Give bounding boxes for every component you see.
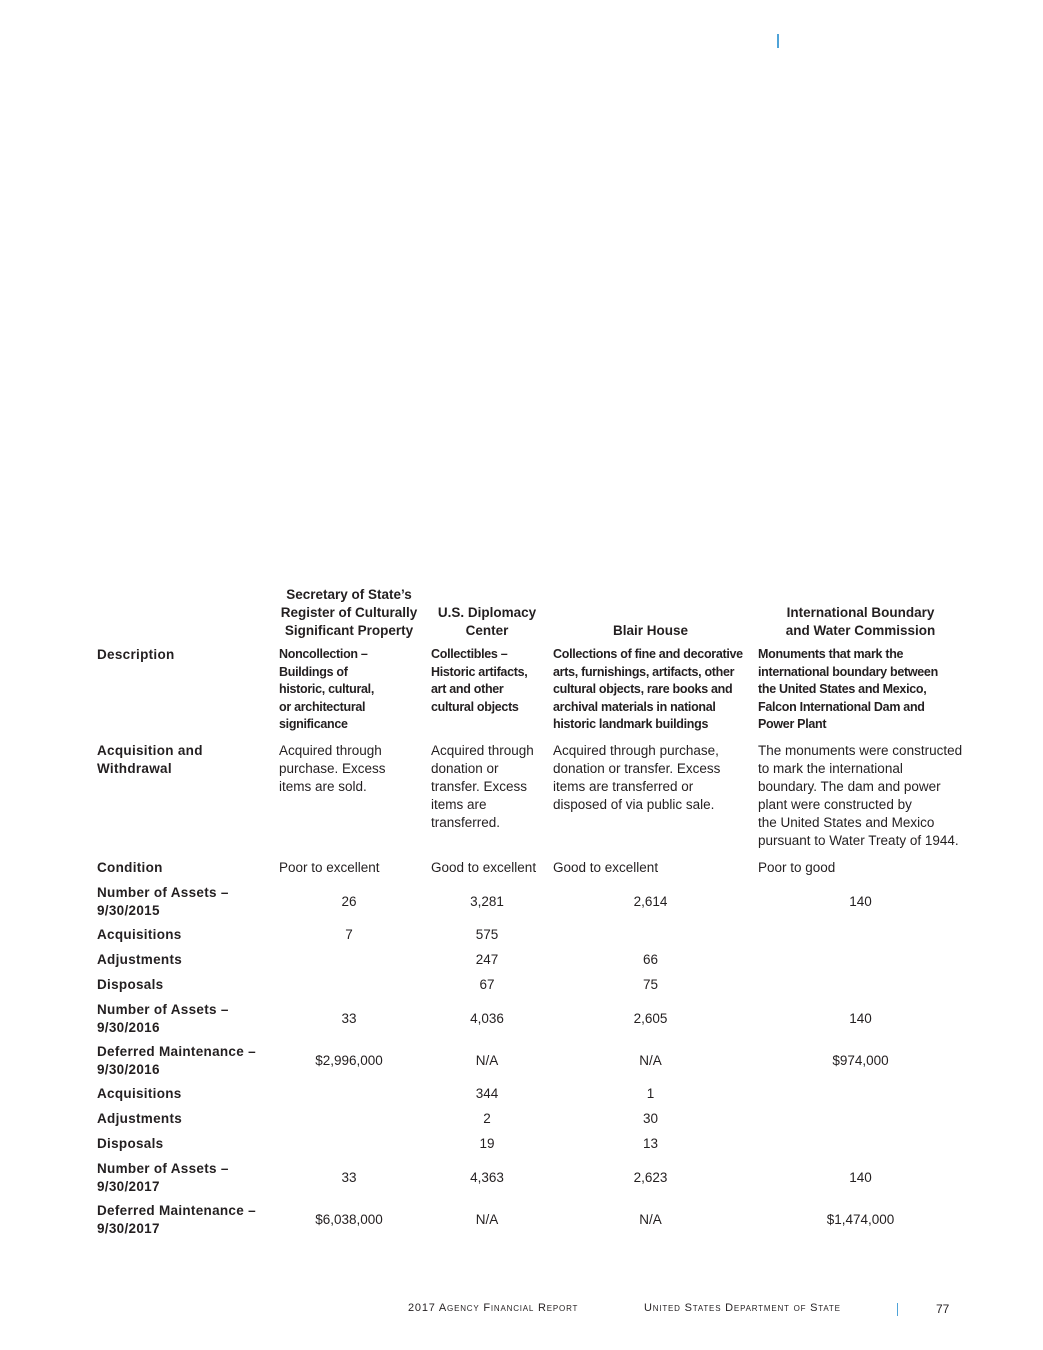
acquisition-cell (279, 742, 419, 796)
text-line: Acquired through (431, 743, 534, 758)
text-line: transfer. Excess (431, 779, 528, 794)
description-cell (553, 646, 748, 734)
text-line: plant were constructed by (758, 797, 912, 812)
acquisition-cell (431, 742, 543, 832)
text-line: 9/30/2017 (97, 1179, 160, 1194)
text-line: Monuments that mark the (758, 647, 904, 661)
text-line: items are sold. (279, 779, 367, 794)
row-label (97, 884, 267, 920)
page-number: 77 (936, 1302, 950, 1316)
table-row (97, 976, 957, 1001)
text-line: The monuments were constructed (758, 743, 963, 758)
value-cell: $6,038,000 (315, 1212, 383, 1227)
header-line: Register of Culturally (280, 605, 418, 620)
table-row (97, 1085, 957, 1110)
footer-divider (897, 1303, 898, 1316)
condition-cell: Poor to good (758, 860, 836, 875)
value-cell: 75 (642, 977, 659, 992)
table-row (97, 1043, 957, 1085)
column-header-secretary (279, 585, 419, 640)
text-line: Collectibles – (431, 647, 508, 661)
text-line: 9/30/2016 (97, 1062, 160, 1077)
value-cell: 67 (479, 977, 495, 992)
header-line: Blair House (612, 623, 689, 638)
text-line: 9/30/2015 (97, 903, 160, 918)
value-cell: 4,363 (470, 1170, 504, 1185)
header-line: Significant Property (284, 623, 414, 638)
value-cell: 30 (642, 1111, 659, 1126)
description-row (97, 646, 957, 742)
text-line: Noncollection – (279, 647, 368, 661)
row-label: Adjustments (97, 952, 183, 967)
text-line: Number of Assets – (97, 1002, 229, 1017)
table-row (97, 1001, 957, 1043)
text-line: the United States and Mexico (758, 815, 935, 830)
acquisition-cell (758, 742, 963, 850)
row-label: Disposals (97, 977, 164, 992)
text-line: to mark the international (758, 761, 903, 776)
text-line: Deferred Maintenance – (97, 1044, 256, 1059)
column-header-ibwc (758, 585, 963, 640)
value-cell: N/A (475, 1053, 499, 1068)
row-label-acquisition (97, 742, 267, 778)
text-line: items are (431, 797, 487, 812)
header-line: Secretary of State’s (286, 587, 412, 602)
header-line: and Water Commission (785, 623, 936, 638)
value-cell: 33 (341, 1170, 357, 1185)
value-cell: 2,623 (633, 1170, 668, 1185)
text-line: Acquired through purchase, (553, 743, 719, 758)
text-line: arts, furnishings, artifacts, other (553, 664, 735, 679)
value-cell: 2 (483, 1111, 491, 1126)
text-line: 9/30/2016 (97, 1020, 160, 1035)
row-label: Adjustments (97, 1111, 183, 1126)
value-cell: 2,605 (633, 1011, 668, 1026)
value-cell: 13 (642, 1136, 659, 1151)
footer-department: United States Department of State (644, 1302, 841, 1314)
acquisition-cell (553, 742, 748, 814)
footer-report-title: 2017 Agency Financial Report (408, 1302, 579, 1314)
table-row (97, 884, 957, 926)
header-accent-rule (777, 34, 779, 48)
row-label (97, 1043, 267, 1079)
row-label (97, 1160, 267, 1196)
row-label: Acquisitions (97, 927, 182, 942)
table-row (97, 1202, 957, 1244)
value-cell: 33 (341, 1011, 357, 1026)
value-cell: 1 (646, 1086, 655, 1101)
text-line: disposed of via public sale. (553, 797, 715, 812)
condition-cell: Poor to excellent (279, 860, 380, 875)
row-label: Acquisitions (97, 1086, 182, 1101)
description-cell (431, 646, 543, 716)
column-header-blair-house (553, 585, 748, 640)
value-cell: 66 (642, 952, 659, 967)
header-line: U.S. Diplomacy (437, 605, 537, 620)
text-line: cultural objects (431, 699, 519, 714)
value-cell: 7 (345, 927, 353, 942)
value-cell: $2,996,000 (315, 1053, 383, 1068)
value-cell: 19 (479, 1136, 495, 1151)
text-line: historic landmark buildings (553, 717, 709, 732)
text-line: or architectural (279, 699, 366, 714)
table-row (97, 951, 957, 976)
text-line: 9/30/2017 (97, 1221, 160, 1236)
condition-cell: Good to excellent (553, 860, 659, 875)
value-cell: N/A (639, 1212, 662, 1227)
value-cell: N/A (639, 1053, 662, 1068)
condition-cell: Good to excellent (431, 860, 537, 875)
text-line: the United States and Mexico, (758, 682, 927, 697)
value-cell: 3,281 (470, 894, 504, 909)
value-cell: 2,614 (633, 894, 668, 909)
row-label (97, 1001, 267, 1037)
text-line: art and other (431, 682, 504, 697)
row-label: Disposals (97, 1136, 164, 1151)
table-row (97, 1135, 957, 1160)
condition-row (97, 859, 957, 884)
text-line: Number of Assets – (97, 885, 229, 900)
value-cell: 247 (475, 952, 499, 967)
acquisition-withdrawal-row (97, 742, 963, 859)
page-footer (0, 1302, 1043, 1318)
text-line: Acquisition and (97, 743, 203, 758)
value-cell: 140 (849, 1011, 872, 1026)
text-line: transferred. (431, 815, 501, 830)
row-label-condition: Condition (97, 860, 163, 875)
table-row (97, 1160, 957, 1202)
value-cell: 140 (849, 1170, 872, 1185)
text-line: pursuant to Water Treaty of 1944. (758, 833, 959, 848)
text-line: Acquired through (279, 743, 382, 758)
text-line: Withdrawal (97, 761, 172, 776)
header-line: International Boundary (786, 605, 935, 620)
text-line: archival materials in national (553, 699, 716, 714)
table-header-row (97, 585, 957, 640)
heritage-assets-table (97, 585, 963, 1244)
table-row (97, 1110, 957, 1135)
table-row (97, 926, 957, 951)
text-line: donation or transfer. Excess (553, 761, 721, 776)
value-cell: 26 (341, 894, 357, 909)
text-line: significance (279, 717, 348, 732)
text-line: Number of Assets – (97, 1161, 229, 1176)
value-cell: 344 (475, 1086, 499, 1101)
text-line: Collections of fine and decorative (553, 647, 743, 661)
text-line: Historic artifacts, (431, 664, 528, 679)
text-line: purchase. Excess (279, 761, 386, 776)
text-line: cultural objects, rare books and (553, 682, 733, 697)
description-cell (279, 646, 419, 734)
value-cell: $974,000 (832, 1053, 889, 1068)
text-line: historic, cultural, (279, 682, 375, 697)
numeric-rows (97, 884, 957, 1244)
text-line: Falcon International Dam and (758, 699, 925, 714)
value-cell: 575 (475, 927, 499, 942)
description-cell (758, 646, 963, 734)
column-header-diplomacy-center (431, 585, 543, 640)
text-line: Buildings of (279, 664, 348, 679)
header-line: Center (465, 623, 509, 638)
value-cell: N/A (475, 1212, 499, 1227)
text-line: boundary. The dam and power (758, 779, 941, 794)
value-cell: 4,036 (470, 1011, 504, 1026)
value-cell: 140 (849, 894, 872, 909)
text-line: donation or (431, 761, 499, 776)
text-line: Deferred Maintenance – (97, 1203, 256, 1218)
row-label (97, 1202, 267, 1238)
value-cell: $1,474,000 (826, 1212, 895, 1227)
text-line: Power Plant (758, 717, 827, 732)
row-label-description: Description (97, 647, 175, 662)
text-line: international boundary between (758, 664, 938, 679)
text-line: items are transferred or (553, 779, 694, 794)
